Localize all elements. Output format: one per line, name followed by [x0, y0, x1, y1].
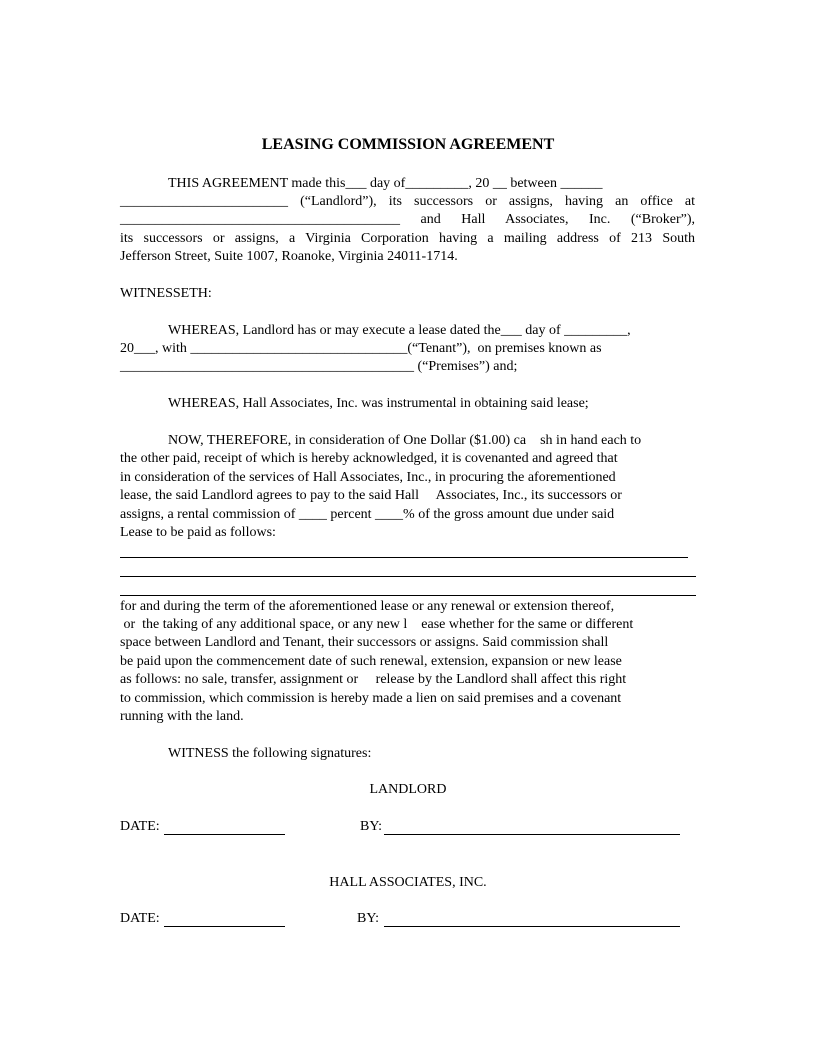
- hall-signature-field[interactable]: [384, 926, 680, 927]
- for-line-5: as follows: no sale, transfer, assignment or release by the Landlord shall affect this right: [120, 672, 627, 687]
- whereas1-line-1: WHEREAS, Landlord has or may execute a lease dated the___ day of _________,: [168, 323, 631, 338]
- whereas2-line: WHEREAS, Hall Associates, Inc. was instrumental in obtaining said lease;: [168, 396, 589, 411]
- intro-line-4: its successors or assigns, a Virginia Corporation having a mailing address of 213 South: [120, 231, 695, 246]
- document-title: LEASING COMMISSION AGREEMENT: [261, 136, 555, 153]
- for-line-6: to commission, which commission is hereby made a lien on said premises and a covenant: [120, 691, 622, 706]
- hall-by-label: BY:: [357, 911, 380, 926]
- fill-in-line-1: [120, 557, 688, 558]
- for-line-7: running with the land.: [120, 709, 244, 724]
- now-line-4: lease, the said Landlord agrees to pay to the said Hall Associates, Inc., its successors or: [120, 488, 622, 503]
- for-line-3: space between Landlord and Tenant, their successors or assigns. Said commission shall: [120, 635, 609, 650]
- hall-heading: HALL ASSOCIATES, INC.: [329, 875, 487, 890]
- now-line-3: in consideration of the services of Hall Associates, Inc., in procuring the aforementioned: [120, 470, 616, 485]
- now-line-2: the other paid, receipt of which is hereby acknowledged, it is covenanted and agreed that: [120, 451, 618, 466]
- now-line-1: NOW, THEREFORE, in consideration of One Dollar ($1.00) ca sh in hand each to: [168, 433, 642, 448]
- landlord-date-field[interactable]: [164, 834, 285, 835]
- witnesseth-heading: WITNESSETH:: [120, 286, 212, 301]
- intro-line-2: ________________________ (“Landlord”), its successors or assigns, having an office at: [120, 194, 695, 209]
- now-line-5: assigns, a rental commission of ____ percent ____% of the gross amount due under said: [120, 507, 615, 522]
- landlord-signature-field[interactable]: [384, 834, 680, 835]
- hall-date-field[interactable]: [164, 926, 285, 927]
- hall-date-label: DATE:: [120, 911, 160, 926]
- whereas1-line-2: 20___, with _______________________________(“Tenant”), on premises known as: [120, 341, 602, 356]
- fill-in-line-2: [120, 576, 696, 577]
- for-line-2: or the taking of any additional space, or any new l ease whether for the same or different: [120, 617, 634, 632]
- fill-in-line-3: [120, 595, 696, 596]
- landlord-by-label: BY:: [360, 819, 383, 834]
- landlord-date-label: DATE:: [120, 819, 160, 834]
- intro-line-5: Jefferson Street, Suite 1007, Roanoke, Virginia 24011-1714.: [120, 249, 458, 264]
- for-line-1: for and during the term of the aforementioned lease or any renewal or extension thereof,: [120, 599, 615, 614]
- intro-line-1: THIS AGREEMENT made this___ day of_________, 20 __ between ______: [168, 176, 603, 191]
- landlord-heading: LANDLORD: [369, 782, 447, 797]
- whereas1-line-3: __________________________________________ (“Premises”) and;: [120, 359, 518, 374]
- now-line-6: Lease to be paid as follows:: [120, 525, 276, 540]
- for-line-4: be paid upon the commencement date of such renewal, extension, expansion or new lease: [120, 654, 622, 669]
- witness-line: WITNESS the following signatures:: [168, 746, 372, 761]
- intro-line-3: ________________________________________ and Hall Associates, Inc. (“Broker”),: [120, 212, 695, 227]
